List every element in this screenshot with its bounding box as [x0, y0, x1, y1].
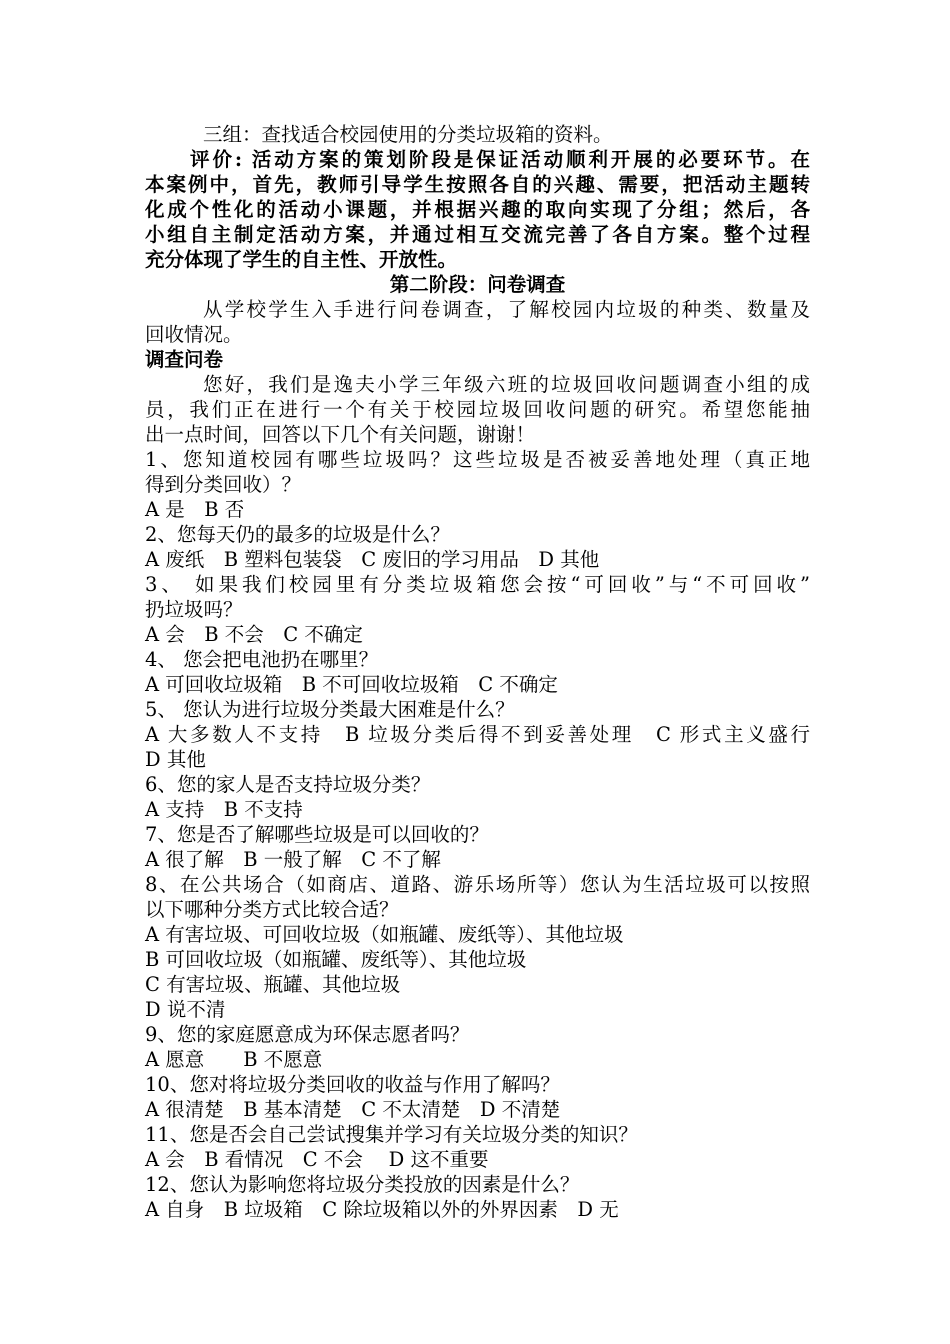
survey-heading: 调查问卷	[145, 348, 224, 371]
answer-options: A 大多数人不支持 B 垃圾分类后得不到妥善处理 C 形式主义盛行	[145, 723, 810, 746]
question-list	[145, 447, 810, 1222]
question-line: 12、您认为影响您将垃圾分类投放的因素是什么？	[145, 1173, 580, 1196]
evaluation-line: 评价: 活动方案的策划阶段是保证活动顺利开展的必要环节。在	[190, 148, 810, 171]
answer-options: C 有害垃圾、瓶罐、其他垃圾	[145, 973, 401, 996]
question-line: 4、 您会把电池扔在哪里？	[145, 648, 379, 671]
question-line: 1、您知道校园有哪些垃圾吗？这些垃圾是否被妥善地处理（真正地	[145, 448, 810, 471]
question-line: 10、您对将垃圾分类回收的收益与作用了解吗？	[145, 1073, 560, 1096]
answer-options: D 说不清	[145, 998, 226, 1021]
answer-options: A 很了解 B 一般了解 C 不了解	[145, 848, 441, 871]
stage-desc-line: 回收情况。	[145, 323, 243, 346]
answer-options: A 废纸 B 塑料包装袋 C 废旧的学习用品 D 其他	[145, 548, 600, 571]
question-line: 扔垃圾吗？	[145, 598, 243, 621]
group3-line: 三组：查找适合校园使用的分类垃圾箱的资料。	[203, 123, 613, 146]
answer-options: A 会 B 看情况 C 不会 D 这不重要	[145, 1148, 489, 1171]
survey-greeting	[145, 372, 810, 447]
answer-options: A 有害垃圾、可回收垃圾（如瓶罐、废纸等）、其他垃圾	[145, 923, 624, 946]
question-line: 得到分类回收）？	[145, 473, 302, 496]
evaluation-line: 充分体现了学生的自主性、开放性。	[145, 248, 458, 271]
question-line: 6、您的家人是否支持垃圾分类？	[145, 773, 431, 796]
answer-options: A 自身 B 垃圾箱 C 除垃圾箱以外的外界因素 D 无	[145, 1198, 619, 1221]
answer-options: A 愿意 B 不愿意	[145, 1048, 323, 1071]
document-page	[145, 122, 810, 1222]
question-line: 8、在公共场合（如商店、道路、游乐场所等）您认为生活垃圾可以按照	[145, 873, 810, 896]
evaluation-line: 化成个性化的活动小课题，并根据兴趣的取向实现了分组；然后，各	[145, 198, 810, 221]
question-line: 11、您是否会自己尝试搜集并学习有关垃圾分类的知识？	[145, 1123, 638, 1146]
greeting-line: 您好，我们是逸夫小学三年级六班的垃圾回收问题调查小组的成	[203, 373, 810, 396]
question-line: 5、 您认为进行垃圾分类最大困难是什么？	[145, 698, 515, 721]
answer-options: A 可回收垃圾箱 B 不可回收垃圾箱 C 不确定	[145, 673, 558, 696]
answer-options: A 支持 B 不支持	[145, 798, 303, 821]
evaluation-line: 本案例中，首先，教师引导学生按照各自的兴趣、需要，把活动主题转	[145, 173, 810, 196]
question-line: 7、您是否了解哪些垃圾是可以回收的？	[145, 823, 489, 846]
greeting-line: 员，我们正在进行一个有关于校园垃圾回收问题的研究。希望您能抽	[145, 398, 810, 421]
evaluation-paragraph	[145, 147, 810, 272]
answer-options: A 会 B 不会 C 不确定	[145, 623, 363, 646]
question-line: 2、您每天仍的最多的垃圾是什么？	[145, 523, 450, 546]
question-line: 以下哪种分类方式比较合适？	[145, 898, 399, 921]
question-line: 9、您的家庭愿意成为环保志愿者吗？	[145, 1023, 470, 1046]
evaluation-line: 小组自主制定活动方案，并通过相互交流完善了各自方案。整个过程	[145, 223, 810, 246]
answer-options: B 可回收垃圾（如瓶罐、废纸等）、其他垃圾	[145, 948, 527, 971]
answer-options: A 是 B 否	[145, 498, 245, 521]
stage-description	[145, 297, 810, 347]
answer-options: D 其他	[145, 748, 206, 771]
greeting-line: 出一点时间，回答以下几个有关问题，谢谢！	[145, 423, 536, 446]
stage-title: 第二阶段：问卷调查	[389, 273, 566, 296]
answer-options: A 很清楚 B 基本清楚 C 不太清楚 D 不清楚	[145, 1098, 561, 1121]
stage-desc-line: 从学校学生入手进行问卷调查，了解校园内垃圾的种类、数量及	[203, 298, 810, 321]
question-line: 3、 如果我们校园里有分类垃圾箱您会按“可回收”与“不可回收”	[145, 573, 810, 596]
